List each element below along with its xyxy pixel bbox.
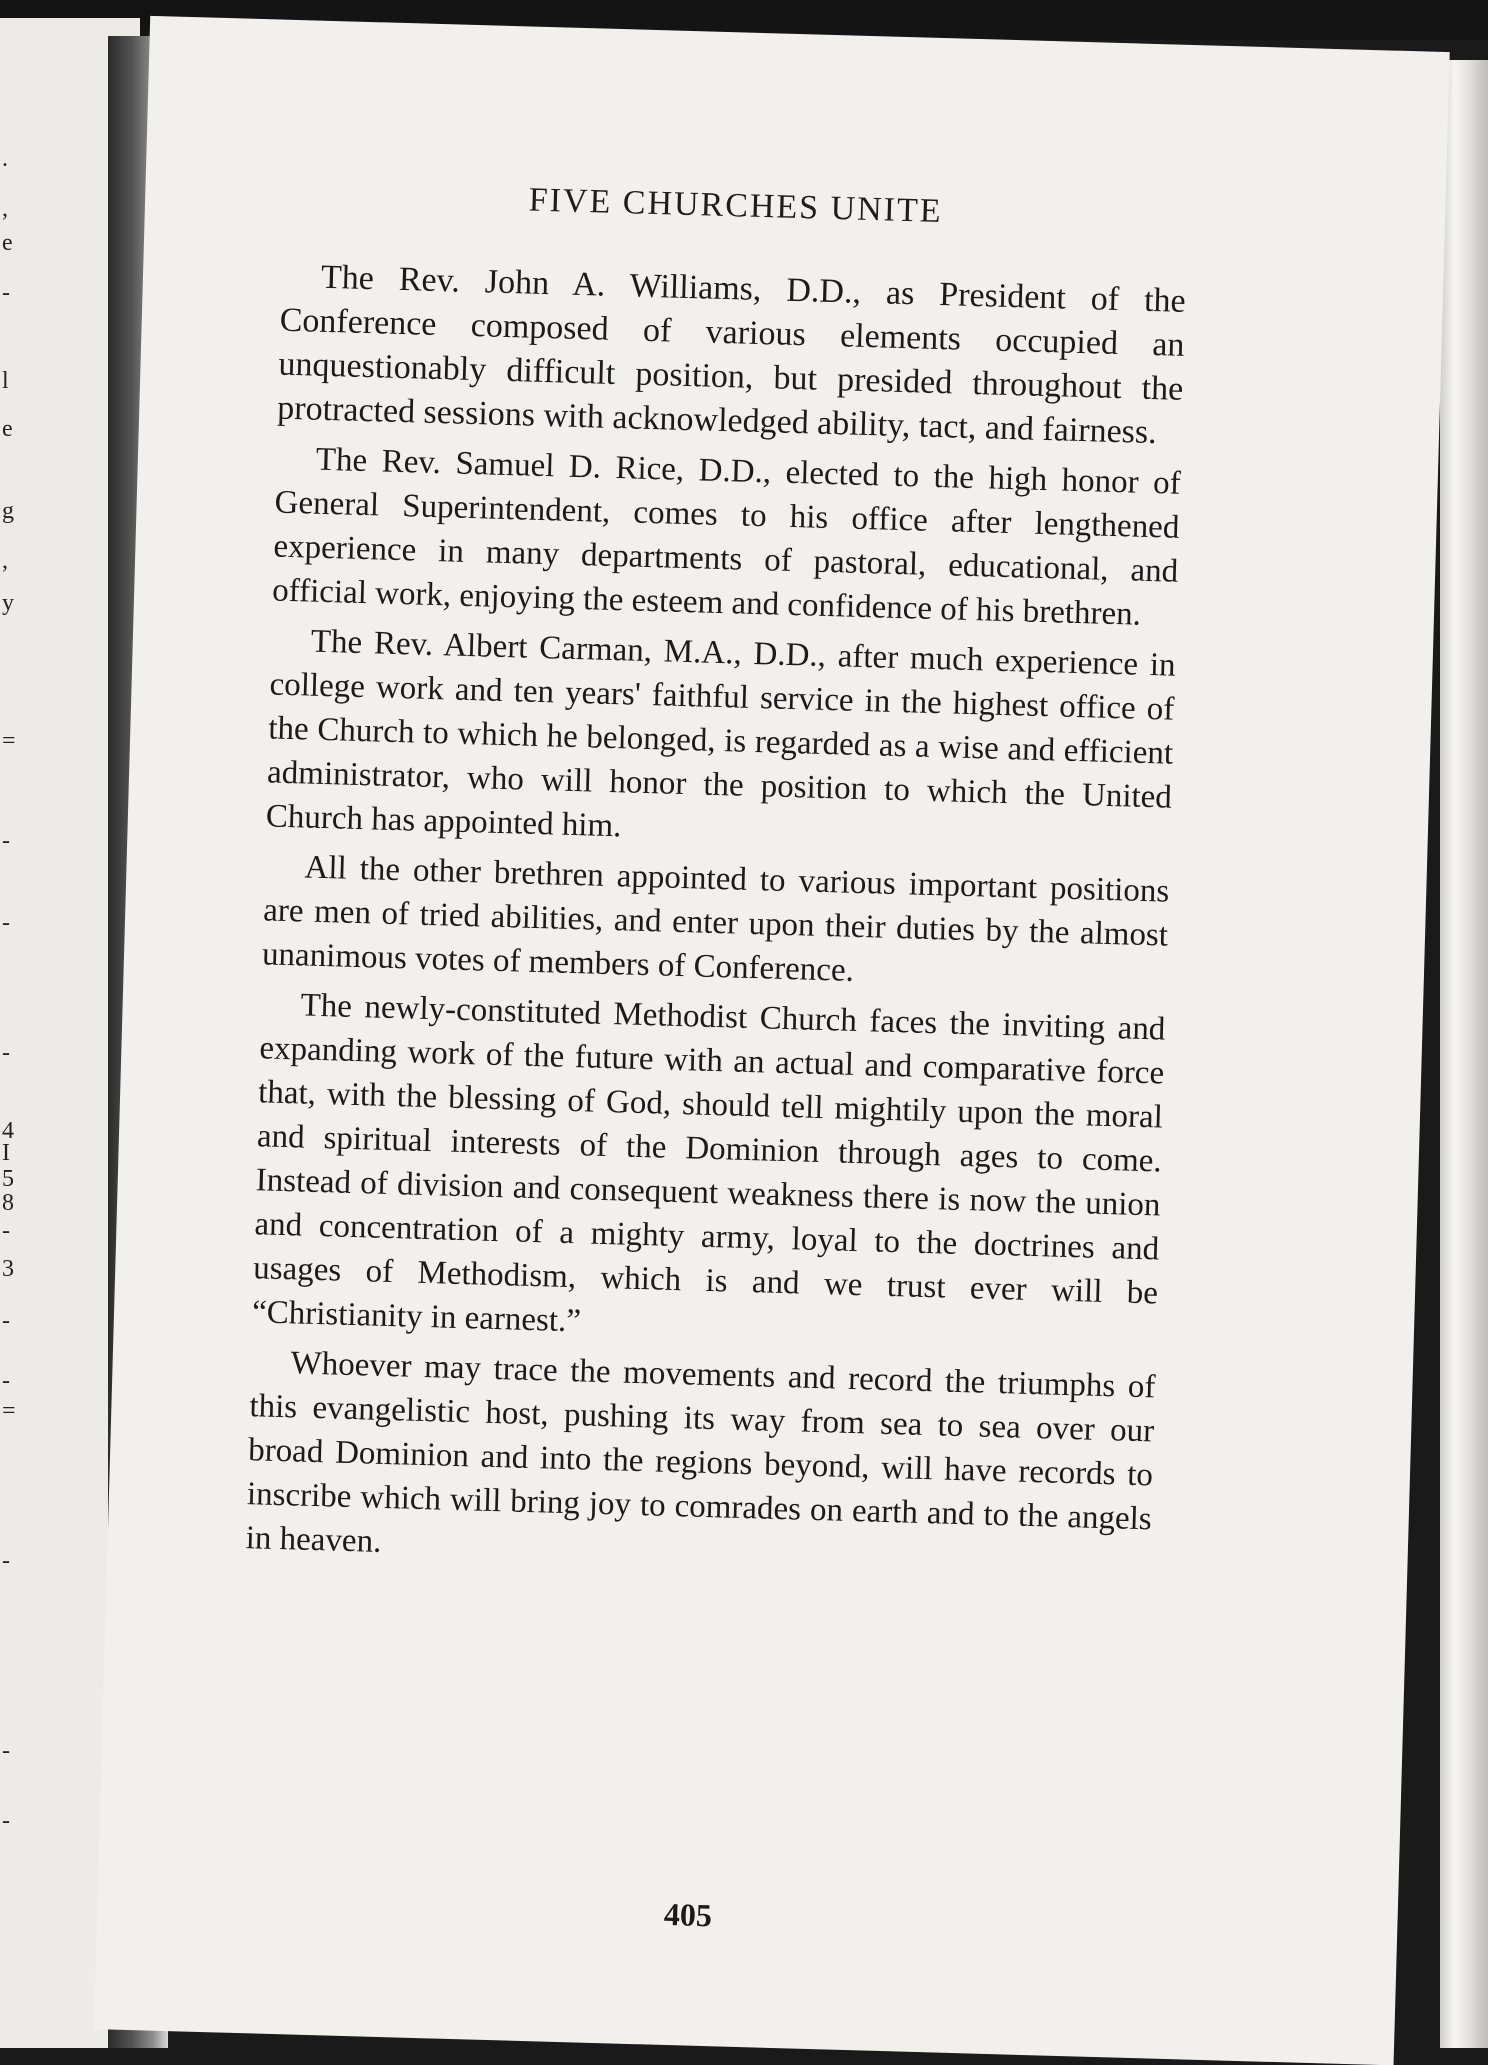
book-page <box>94 16 1450 2065</box>
fragment: - <box>2 280 10 306</box>
fragment: , <box>2 548 8 574</box>
page-content <box>245 175 1189 1934</box>
fragment: 3 <box>2 1256 14 1282</box>
fragment: , <box>2 196 8 222</box>
fragment: e <box>2 230 13 256</box>
fragment: 8 <box>2 1190 14 1216</box>
paragraph: The Rev. Albert Carman, M.A., D.D., after much experience in college work and ten years' faithful service in the highest office of the Church to which he belonged, is regarded as a wise and efficient administrator, who will honor the position to which the United Church has appointed him. <box>265 623 1177 845</box>
fragment: - <box>2 1808 10 1834</box>
running-title: FIVE CHURCHES UNITE <box>528 181 944 231</box>
fragment: - <box>2 1218 10 1244</box>
fragment: - <box>2 1738 10 1764</box>
fragment: l <box>2 368 9 394</box>
fragment: I <box>2 1140 10 1166</box>
fragment: - <box>2 1308 10 1334</box>
paragraph: The Rev. Samuel D. Rice, D.D., elected to the high honor of General Superintendent, comes to his office after lengthened experience in many departments of pastoral, educational, and official work, enjoying the esteem and confidence of his brethren. <box>271 441 1182 633</box>
fragment: 4 <box>2 1118 14 1144</box>
fragment: g <box>2 498 14 524</box>
fragment: . <box>2 146 8 172</box>
paragraph: The Rev. John A. Williams, D.D., as President of the Conference composed of various elements occupied an unquestionably difficult position, but presided throughout the protracted sessions with acknowledged ability, tact, and fairness. <box>276 258 1187 452</box>
fragment: y <box>2 590 14 616</box>
paragraph: The newly-constituted Methodist Church faces the inviting and expanding work of the future with an actual and comparative force that, with the blessing of God, should tell mightily upon the moral and spiritual interests of the Dominion through ages to come. Instead of division and consequent weakness there is now the union and concentration of a mighty army, loyal to the doctrines and usages of Methodism, which is and we trust ever will be “Christianity in earnest.” <box>251 987 1166 1340</box>
fragment: - <box>2 1040 10 1066</box>
fragment: - <box>2 1548 10 1574</box>
paragraph: Whoever may trace the movements and record the triumphs of this evangelistic host, pushing its way from sea to sea over our broad Dominion and into the regions beyond, will have records to inscribe which will bring joy to comrades on earth and to the angels in heaven. <box>245 1345 1156 1560</box>
fragment: 5 <box>2 1166 14 1192</box>
fragment: = <box>2 1398 16 1424</box>
page-stack-edge <box>1440 60 1488 2048</box>
fragment: - <box>2 910 10 936</box>
paragraph: All the other brethren appointed to various important positions are men of tried abilities, and enter upon their duties by the almost unanimous votes of members of Conference. <box>261 849 1170 989</box>
fragment: e <box>2 416 13 442</box>
fragment: = <box>2 728 16 754</box>
fragment: - <box>2 828 10 854</box>
facing-page-text-fragments <box>0 18 30 2048</box>
page-number: 405 <box>663 1895 713 1934</box>
fragment: - <box>2 1368 10 1394</box>
